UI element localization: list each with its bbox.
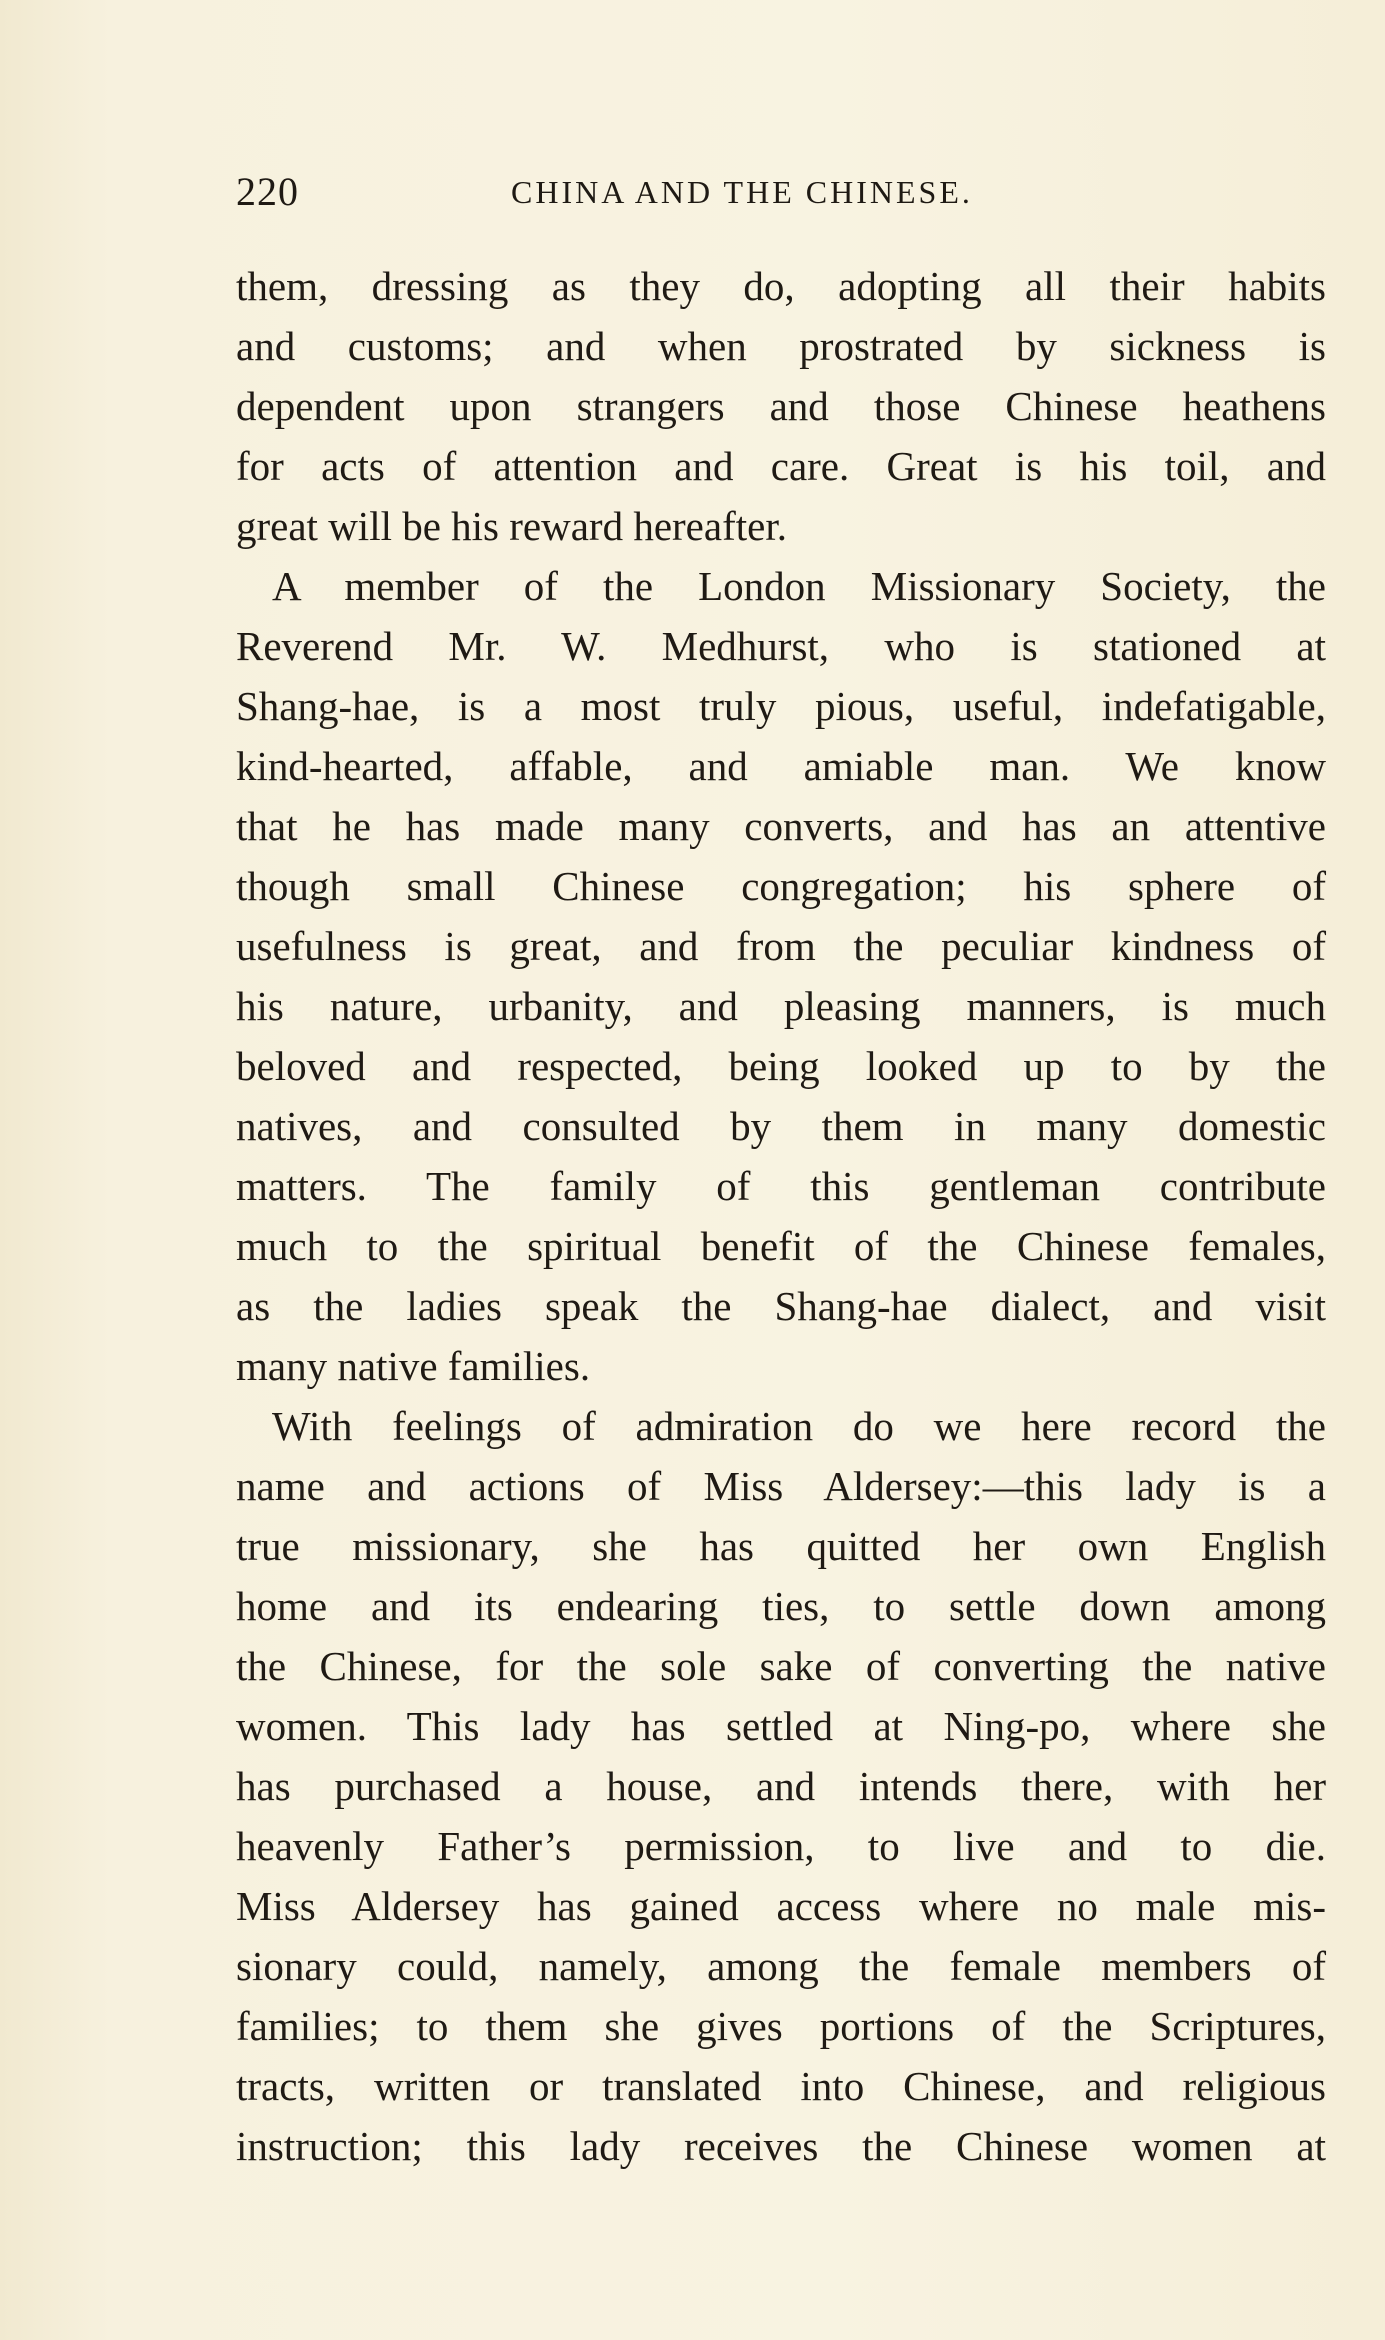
text-line: A member of the London Missionary Society, the (272, 563, 1326, 609)
text-line: kind-hearted, affable, and amiable man. We know (236, 743, 1326, 789)
text-line: women. This lady has settled at Ning-po, where she (236, 1703, 1326, 1749)
text-line: that he has made many converts, and has an attentive (236, 803, 1326, 849)
text-line: them, dressing as they do, adopting all their habits (236, 263, 1326, 309)
text-line: sionary could, namely, among the female members of (236, 1943, 1326, 1989)
text-line: families; to them she gives portions of the Scriptures, (236, 2003, 1326, 2049)
text-line: heavenly Father’s permission, to live and to die. (236, 1823, 1326, 1869)
text-line: instruction; this lady receives the Chinese women at (236, 2123, 1326, 2169)
text-line: home and its endearing ties, to settle down among (236, 1583, 1326, 1629)
page-number: 220 (236, 169, 299, 214)
text-line: as the ladies speak the Shang-hae dialect, and visit (236, 1283, 1326, 1329)
text-line: though small Chinese congregation; his sphere of (236, 863, 1326, 909)
text-line: has purchased a house, and intends there, with her (236, 1763, 1326, 1809)
text-line: much to the spiritual benefit of the Chinese females, (236, 1223, 1326, 1269)
text-line: beloved and respected, being looked up to by the (236, 1043, 1326, 1089)
text-line: and customs; and when prostrated by sickness is (236, 323, 1326, 369)
text-line: his nature, urbanity, and pleasing manners, is much (236, 983, 1326, 1029)
text-line: dependent upon strangers and those Chinese heathens (236, 383, 1326, 429)
text-line: Reverend Mr. W. Medhurst, who is stationed at (236, 623, 1326, 669)
text-line: Miss Aldersey has gained access where no male mis- (236, 1883, 1326, 1929)
text-line: name and actions of Miss Aldersey:—this lady is a (236, 1463, 1326, 1509)
text-line: natives, and consulted by them in many domestic (236, 1103, 1326, 1149)
text-line: true missionary, she has quitted her own English (236, 1523, 1326, 1569)
text-line: With feelings of admiration do we here record the (272, 1403, 1326, 1449)
text-line: great will be his reward hereafter. (236, 503, 787, 549)
text-line: the Chinese, for the sole sake of converting the native (236, 1643, 1326, 1689)
text-line: many native families. (236, 1343, 591, 1389)
body-text (236, 256, 1326, 2176)
text-line: usefulness is great, and from the peculiar kindness of (236, 923, 1326, 969)
text-line: for acts of attention and care. Great is his toil, and (236, 443, 1326, 489)
running-head: CHINA AND THE CHINESE. (511, 174, 973, 210)
text-line: Shang-hae, is a most truly pious, useful, indefatigable, (236, 683, 1326, 729)
page-header (236, 168, 1116, 224)
text-line: tracts, written or translated into Chinese, and religious (236, 2063, 1326, 2109)
text-line: matters. The family of this gentleman contribute (236, 1163, 1326, 1209)
